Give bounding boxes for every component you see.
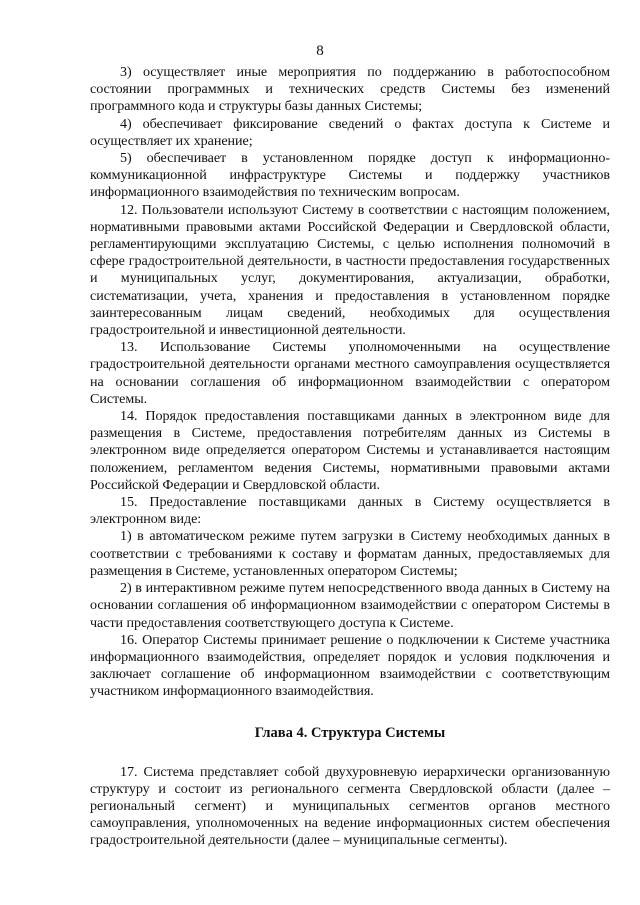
paragraph-17: 17. Система представляет собой двухуровневую иерархически организованную структуру и состоит из регионального сегмента Свердловской области (далее – региональный сегмент) и муниципальных сегментов органов местного самоуправления, уполномоченных на ведение информационных систем обеспечения градостроительной деятельности (далее – муниципальные сегменты).: [90, 763, 610, 849]
paragraph-15-item-1: 1) в автоматическом режиме путем загрузки в Систему необходимых данных в соответствии с требованиями к составу и форматам данных, предоставляемых для размещения в Системе, установленных оператором Системы;: [90, 528, 610, 579]
chapter-heading: Глава 4. Структура Системы: [254, 724, 446, 741]
page-number: 8: [316, 43, 324, 59]
paragraph-14: 14. Порядок предоставления поставщиками данных в электронном виде для размещения в Системе, предоставления потребителям данных из Системы в электронном виде определяется оператором Системы и устанавливается настоящим положением, регламентом ведения Системы, нормативными правовыми актами Российской Федерации и Свердловской области.: [90, 408, 610, 493]
paragraph-15: 15. Предоставление поставщиками данных в Систему осуществляется в электронном виде:: [90, 494, 610, 528]
paragraph-12: 12. Пользователи используют Систему в соответствии с настоящим положением, нормативными правовыми актами Российской Федерации и Свердловской области, регламентирующими эксплуатацию Системы, с целью исполнения полномочий в сфере градостроительной деятельности, в частности предоставления государственных и муниципальных услуг, документирования, актуализации, обработки, систематизации, учета, хранения и предоставления в установленном порядке заинтересованным лицам сведений, необходимых для осуществления градостроительной и инвестиционной деятельности.: [90, 201, 610, 339]
paragraph-15-item-2: 2) в интерактивном режиме путем непосредственного ввода данных в Систему на основании соглашения об информационном взаимодействии с оператором Системы в части предоставления соответствующего доступа к Системе.: [90, 580, 610, 631]
paragraph-16: 16. Оператор Системы принимает решение о подключении к Системе участника информационного взаимодействия, определяет порядок и условия подключения и заключает соглашение об информационном взаимодействии с соответствующим участником информационного взаимодействия.: [90, 631, 610, 700]
paragraph-item-3: 3) осуществляет иные мероприятия по поддержанию в работоспособном состоянии программных и технических средств Системы без изменений программного кода и структуры базы данных Системы;: [90, 64, 610, 115]
paragraph-item-5: 5) обеспечивает в установленном порядке доступ к информационно-коммуникационной инфраструктуре Системы и поддержку участников информационного взаимодействия по техническим вопросам.: [90, 150, 610, 201]
paragraph-item-4: 4) обеспечивает фиксирование сведений о фактах доступа к Системе и осуществляет их хранение;: [90, 115, 610, 149]
paragraph-13: 13. Использование Системы уполномоченными на осуществление градостроительной деятельности органами местного самоуправления осуществляется на основании соглашения об информационном взаимодействии с оператором Системы.: [90, 339, 610, 407]
document-body: [90, 64, 610, 850]
